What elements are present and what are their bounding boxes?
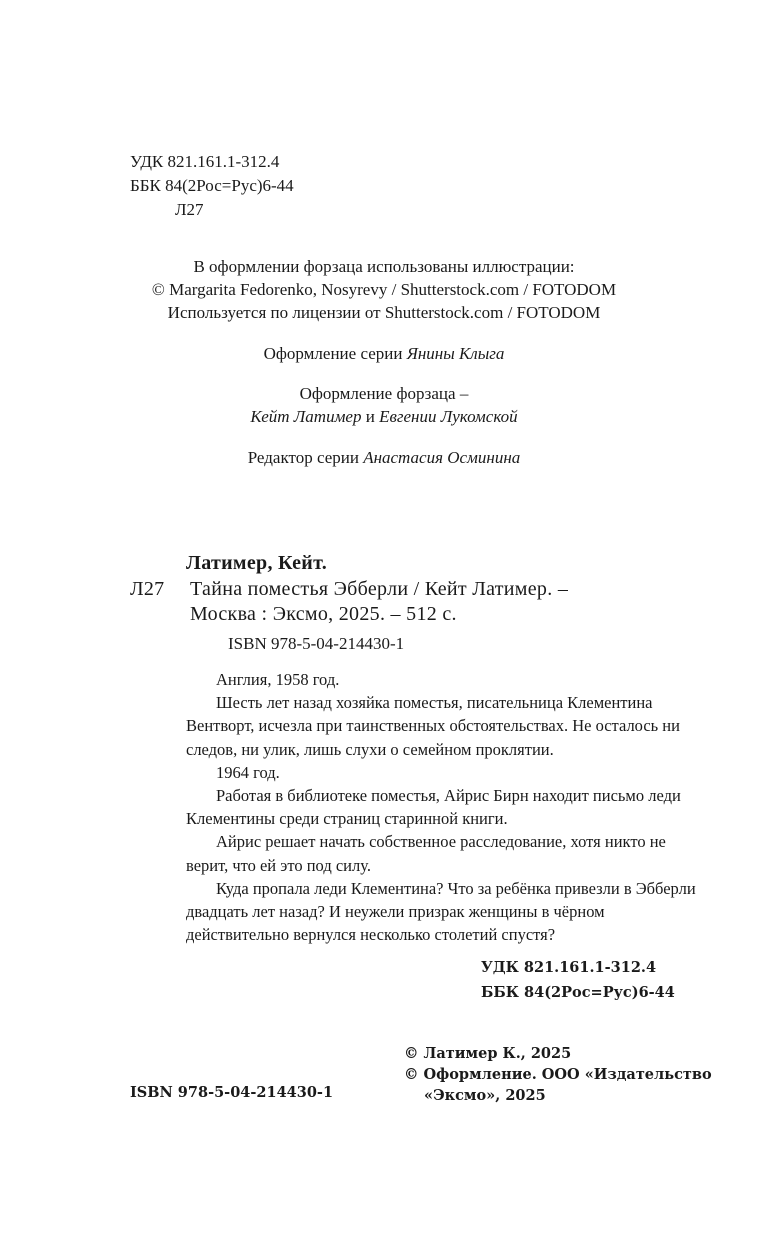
record-sign: Л27 <box>130 578 165 600</box>
copyright-design-line1: © Оформление. ООО «Издательство <box>404 1066 712 1083</box>
illustrations-credit-line3: Используется по лицензии от Shutterstock.com / FOTODOM <box>167 303 601 322</box>
annotation-paragraph: Англия, 1958 год. <box>216 670 340 689</box>
annotation-paragraph: Шесть лет назад хозяйка поместья, писательница Клементина Вентворт, исчезла при таинственных обстоятельствах. Не осталось ни следов, ни улик, лишь слухи о семейном проклятии. <box>186 693 680 759</box>
annotation <box>186 668 696 946</box>
series-design-credit <box>0 343 768 365</box>
illustrations-credit-line2: © Margarita Fedorenko, Nosyrevy / Shutterstock.com / FOTODOM <box>151 280 617 299</box>
bbk-code: ББК 84(2Рос=Рус)6-44 <box>130 176 294 195</box>
footer-isbn: ISBN 978-5-04-214430-1 <box>130 1084 334 1101</box>
annotation-paragraph: 1964 год. <box>216 762 280 782</box>
footer-bbk: ББК 84(2Рос=Рус)6-44 <box>481 984 675 1001</box>
annotation-paragraph: Айрис решает начать собственное расследование, хотя никто не верит, что ей это под силу. <box>186 832 666 875</box>
endpaper-design-names <box>0 406 768 428</box>
series-design-label: Оформление серии <box>263 344 403 363</box>
udk-code: УДК 821.161.1-312.4 <box>130 152 280 171</box>
editor-label: Редактор серии <box>247 448 359 467</box>
endpaper-design-label: Оформление форзаца – <box>299 384 469 403</box>
endpaper-name2: Евгении Лукомской <box>379 407 518 426</box>
author-heading: Латимер, Кейт. <box>186 552 328 574</box>
illustrations-credit-line1: В оформлении форзаца использованы иллюстрации: <box>193 257 575 276</box>
footer-udk: УДК 821.161.1-312.4 <box>481 959 657 976</box>
series-design-name: Янины Клыга <box>406 344 505 363</box>
editor-name: Анастасия Осминина <box>363 448 521 467</box>
annotation-paragraph: Работая в библиотеке поместья, Айрис Бирн находит письмо леди Клементины среди страниц старинной книги. <box>186 786 681 829</box>
record-title-line2: Москва : Эксмо, 2025. – 512 с. <box>190 603 457 625</box>
copyright-design-line2: «Эксмо», 2025 <box>424 1087 546 1104</box>
annotation-paragraph: Куда пропала леди Клементина? Что за ребёнка привезли в Эбберли двадцать лет назад? И неужели призрак женщины в чёрном действительно вернулся несколько столетий спустя? <box>186 878 696 945</box>
record-title-line1: Тайна поместья Эбберли / Кейт Латимер. – <box>190 578 569 600</box>
series-editor-credit <box>0 447 768 469</box>
author-sign: Л27 <box>175 200 204 219</box>
classification-block <box>130 150 294 222</box>
record-isbn: ISBN 978-5-04-214430-1 <box>228 634 405 653</box>
copyright-author: © Латимер К., 2025 <box>404 1045 572 1062</box>
endpaper-name1: Кейт Латимер <box>250 407 362 426</box>
endpaper-and: и <box>365 407 375 426</box>
